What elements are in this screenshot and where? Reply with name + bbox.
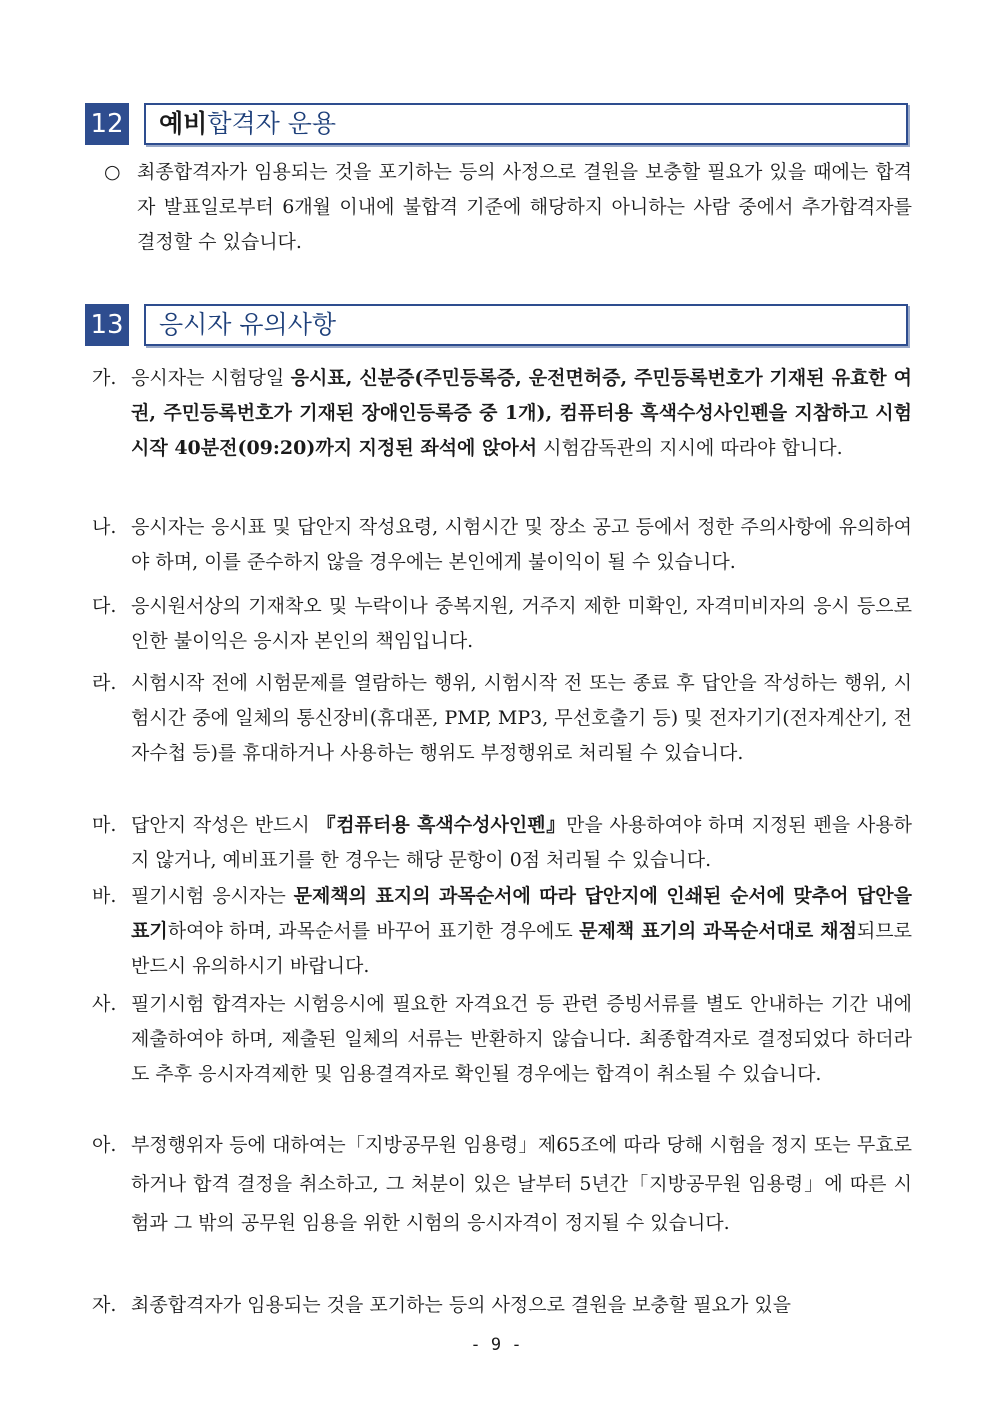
item-text: 응시자는 응시표 및 답안지 작성요령, 시험시간 및 장소 공고 등에서 정한 주의사항에 유의하여야 하며, 이를 준수하지 않을 경우에는 본인에게 불이익이 될 수 있습니다. <box>131 516 912 573</box>
section-13-heading <box>85 304 908 346</box>
item-marker: 아. <box>92 1134 117 1156</box>
item-text: 최종합격자가 임용되는 것을 포기하는 등의 사정으로 결원을 보충할 필요가 있을 <box>131 1294 792 1316</box>
list-item-ga <box>92 361 912 466</box>
list-item-ra <box>92 666 912 771</box>
emphasis-text: 문제책의 표지의 과목순서에 따라 답안지에 인쇄된 순서에 맞추어 답안을 표기 <box>131 885 912 942</box>
item-text: 응시자는 시험당일 응시표, 신분증(주민등록증, 운전면허증, 주민등록번호가 기재된 유효한 여권, 주민등록번호가 기재된 장애인등록증 중 1개), 컴퓨터용 흑색수성사인펜을 지참하고 시험시작 40분전(09:20)까지 지정된 좌석에 앉아서 시험감독관의 지시에 따라야 합니다. <box>131 367 912 459</box>
bullet-text: 최종합격자가 임용되는 것을 포기하는 등의 사정으로 결원을 보충할 필요가 있을 때에는 합격자 발표일로부터 6개월 이내에 불합격 기준에 해당하지 아니하는 사람 중에서 추가합격자를 결정할 수 있습니다. <box>137 161 912 253</box>
emphasis-text: 문제책 표기의 과목순서대로 채점 <box>579 920 857 942</box>
item-text: 답안지 작성은 반드시 『컴퓨터용 흑색수성사인펜』만을 사용하여야 하며 지정된 펜을 사용하지 않거나, 예비표기를 한 경우는 해당 문항이 0점 처리될 수 있습니다. <box>131 814 912 871</box>
list-item-ba <box>92 879 912 984</box>
section-title-box <box>144 304 908 346</box>
item-marker: 바. <box>92 885 117 907</box>
list-item-sa <box>92 987 912 1092</box>
section-12-bullet <box>104 155 912 260</box>
section-title <box>159 306 336 344</box>
item-marker: 나. <box>92 516 117 538</box>
emphasis-text: 『컴퓨터용 흑색수성사인펜』 <box>316 814 567 836</box>
section-number-badge: 12 <box>85 103 129 145</box>
list-item-da <box>92 589 912 659</box>
item-text: 필기시험 응시자는 문제책의 표지의 과목순서에 따라 답안지에 인쇄된 순서에 맞추어 답안을 표기하여야 하며, 과목순서를 바꾸어 표기한 경우에도 문제책 표기의 과목순서대로 채점되므로 반드시 유의하시기 바랍니다. <box>131 885 912 977</box>
section-title-box <box>144 103 908 145</box>
bullet-circle-icon: ○ <box>104 161 121 183</box>
section-12-heading <box>85 103 908 145</box>
list-item-ma <box>92 808 912 878</box>
section-title-rest: 응시자 유의사항 <box>159 310 336 339</box>
item-text: 부정행위자 등에 대하여는「지방공무원 임용령」제65조에 따라 당해 시험을 정지 또는 무효로 하거나 합격 결정을 취소하고, 그 처분이 있은 날부터 5년간「지방공무원 임용령」에 따른 시험과 그 밖의 공무원 임용을 위한 시험의 응시자격이 정지될 수 있습니다. <box>131 1134 912 1234</box>
list-item-a <box>92 1126 912 1243</box>
item-text: 시험시작 전에 시험문제를 열람하는 행위, 시험시작 전 또는 종료 후 답안을 작성하는 행위, 시험시간 중에 일체의 통신장비(휴대폰, PMP, MP3, 무선호출기 등) 및 전자기기(전자계산기, 전자수첩 등)를 휴대하거나 사용하는 행위도 부정행위로 처리될 수 있습니다. <box>131 672 912 764</box>
page-number: - 9 - <box>470 1335 522 1355</box>
list-item-ja <box>92 1288 912 1323</box>
section-number-badge: 13 <box>85 304 129 346</box>
item-marker: 사. <box>92 993 117 1015</box>
item-marker: 가. <box>92 367 117 389</box>
item-marker: 마. <box>92 814 117 836</box>
item-text: 필기시험 합격자는 시험응시에 필요한 자격요건 등 관련 증빙서류를 별도 안내하는 기간 내에 제출하여야 하며, 제출된 일체의 서류는 반환하지 않습니다. 최종합격자로 결정되었다 하더라도 추후 응시자격제한 및 임용결격자로 확인될 경우에는 합격이 취소될 수 있습니다. <box>131 993 912 1085</box>
list-item-na <box>92 510 912 580</box>
section-title-rest: 합격자 운용 <box>207 109 337 138</box>
section-title <box>159 105 336 143</box>
item-marker: 라. <box>92 672 117 694</box>
item-text: 응시원서상의 기재착오 및 누락이나 중복지원, 거주지 제한 미확인, 자격미비자의 응시 등으로 인한 불이익은 응시자 본인의 책임입니다. <box>131 595 912 652</box>
emphasis-text: 응시표, 신분증(주민등록증, 운전면허증, 주민등록번호가 기재된 유효한 여권, 주민등록번호가 기재된 장애인등록증 중 1개), 컴퓨터용 흑색수성사인펜을 지참하고 시험시작 40분전(09:20)까지 지정된 좌석에 앉아서 <box>131 367 912 459</box>
item-marker: 자. <box>92 1294 117 1316</box>
item-marker: 다. <box>92 595 117 617</box>
section-title-lead: 예비 <box>159 109 208 138</box>
